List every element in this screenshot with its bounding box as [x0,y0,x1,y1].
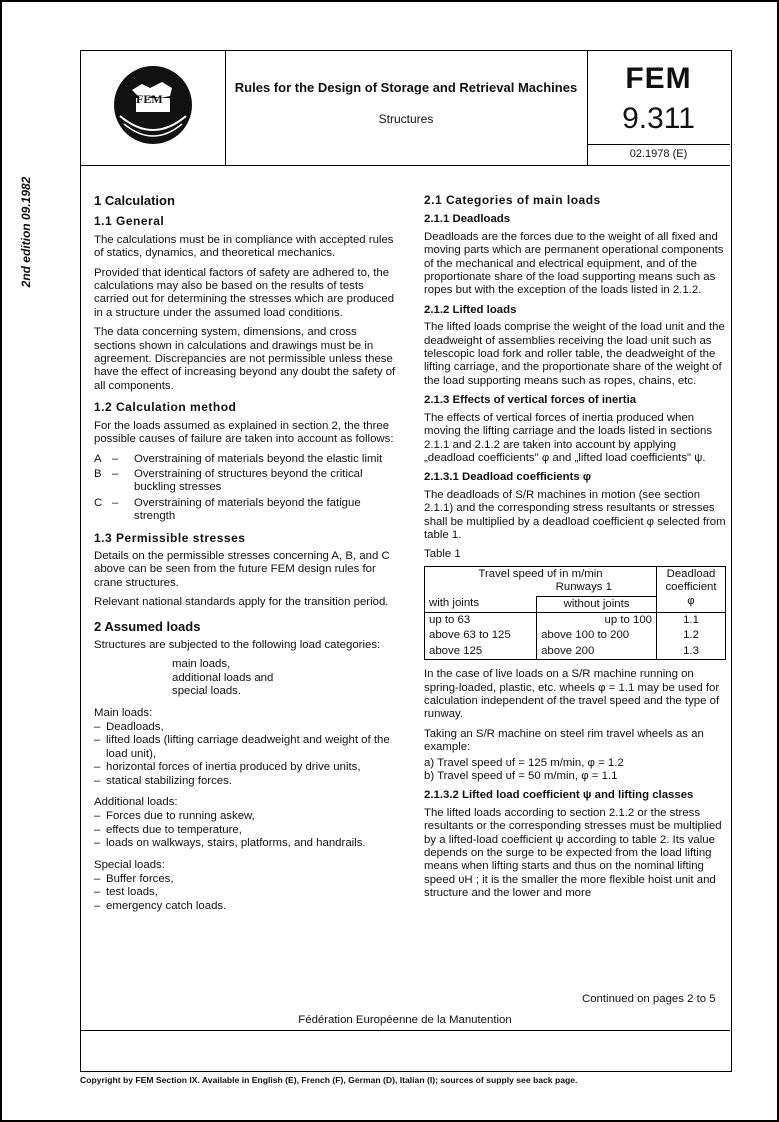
item-text: Overstraining of materials beyond the fatigue strength [134,496,361,523]
paragraph: The deadloads of S/R machines in motion (see section 2.1.1) and the corresponding stress resultants or stresses shall be multiplied by a deadload coefficient φ selected from table 1. [424,488,726,541]
list-item: additional loads and [172,671,274,684]
section-heading: 2.1.2 Lifted loads [424,303,517,316]
additional-loads-list [94,810,398,850]
item-key: B [94,467,102,480]
item-text: Overstraining of structures beyond the critical buckling stresses [134,467,363,494]
document-number: 9.311 [622,102,695,135]
list-item: – lifted loads (lifting carriage deadweight and weight of the load unit), [94,734,398,761]
edition-note-text: 2nd edition 09.1982 [19,176,33,288]
list-item: C – Overstraining of materials beyond the fatigue strength [94,497,398,524]
deadload-table [424,566,726,660]
section-heading: 2.1.1 Deadloads [424,213,511,226]
section-heading: 1 Calculation [94,193,175,208]
document-title: Rules for the Design of Storage and Retrieval Machines [234,80,578,95]
paragraph: The lifted loads comprise the weight of the load unit and the deadweight of assemblies receiving the load unit such as telescopic load fork and roller table, the deadweight of the lifting carriage, and the proportionate share of the weight of the load supporting means such as ropes, chains, etc. [424,321,725,387]
table-row [425,612,726,628]
table-cell: above 125 [425,644,537,660]
edition-note [16,175,38,295]
document-subtitle: Structures [378,112,434,126]
header-number-box [587,50,730,165]
table-cell: above 200 [537,644,657,660]
header [80,50,730,166]
table-header-without-joints: without joints [537,596,657,612]
list-item: special loads. [172,685,242,698]
example-line: b) Travel speed υf = 50 m/min, φ = 1.1 [424,770,618,783]
paragraph: Provided that identical factors of safety are adhered to, the calculations may also be based on the results of tests carried out for determining the stresses which are produced in a structure under the assumed load conditions. [94,266,395,319]
table-caption: Table 1 [424,548,461,561]
copyright-note: Copyright by FEM Section IX. Available in English (E), French (F), German (D), Italian (I); sources of supply see back page. [80,1075,578,1085]
paragraph: For the loads assumed as explained in section 2, the three possible causes of failure are taken into account as follows: [94,419,394,446]
paragraph: The effects of vertical forces of inertia produced when moving the lifting carriage and the loads listed in sections 2.1.1 and 2.1.2 are taken into account by applying „deadload coefficients" φ and „lifted load coefficients" ψ. [424,411,713,464]
left-column [94,190,398,919]
item-text: Overstraining of materials beyond the elastic limit [134,452,383,465]
example-line: a) Travel speed υf = 125 m/min, φ = 1.2 [424,756,624,769]
list-item: – Deadloads, [94,721,398,734]
section-heading: 2.1 Categories of main loads [424,193,601,207]
table-row [425,628,726,643]
footer-divider [80,1030,730,1031]
right-column [424,190,726,907]
section-heading: 1.1 General [94,214,165,229]
list-item: main loads, [172,658,231,671]
table-header-speed: Travel speed υf in m/min [478,567,603,580]
table-header-coefficient: Deadload coefficient φ [657,566,726,612]
list-heading: Main loads: [94,706,153,719]
list-item: B – Overstraining of structures beyond the critical buckling stresses [94,468,398,495]
special-loads-list [94,873,398,913]
list-item: – Buffer forces, [94,873,398,886]
table-cell: above 63 to 125 [425,628,537,643]
paragraph: The data concerning system, dimensions, and cross sections shown in calculations and drawings must be in agreement. Discrepancies are not permissible unless these have the effect of increasing beyond any doubt the safety of all components. [94,326,396,392]
table-cell: 1.3 [657,644,726,660]
list-heading: Additional loads: [94,796,178,809]
list-item: – statical stabilizing forces. [94,775,398,788]
header-divider [587,144,730,145]
list-heading: Special loads: [94,858,165,871]
list-item: – Forces due to running askew, [94,810,398,823]
table-cell: 1.2 [657,628,726,643]
table-row [425,644,726,660]
item-key: C [94,496,103,509]
list-item: A – Overstraining of materials beyond the elastic limit [94,453,398,466]
section-heading: 2.1.3 Effects of vertical forces of inertia [424,394,637,407]
paragraph: The calculations must be in compliance with accepted rules of statics, dynamics, and theoretical mechanics. [94,233,394,260]
load-categories [172,658,398,698]
continued-note: Continued on pages 2 to 5 [582,993,716,1005]
table-cell: 1.1 [657,612,726,628]
paragraph: Details on the permissible stresses concerning A, B, and C above can be seen from the future FEM design rules for crane structures. [94,549,390,589]
federation-name: Fédération Européenne de la Manutention [298,1014,512,1026]
section-heading: 2.1.3.1 Deadload coefficients φ [424,471,592,484]
list-item: – emergency catch loads. [94,900,398,913]
paragraph: The lifted loads according to section 2.1.2 or the stress resultants or the corresponding stresses must be multiplied by a lifted-load coefficient ψ according to table 2. Its value depends on the surge to be expected from the load lifting means when lifting starts and thus on the nominal lifting speed υH ; it is the smaller the more flexible hoist unit and structure and the lower and more [424,806,722,900]
table-cell: up to 63 [425,612,537,628]
table-header-with-joints: with joints [425,596,537,612]
section-heading: 1.3 Permissible stresses [94,530,246,545]
org-code: FEM [625,62,692,95]
fem-logo [80,50,226,165]
table-cell: above 100 to 200 [537,628,657,643]
table-header [425,566,657,596]
main-loads-list [94,721,398,788]
paragraph: Taking an S/R machine on steel rim travel wheels as an example: [424,727,704,754]
item-key: A [94,452,102,465]
header-title-box [225,50,588,165]
table-header-runways: Runways 1 [555,581,612,594]
list-item: – test loads, [94,886,398,899]
section-heading: 2 Assumed loads [94,618,201,634]
list-item: – horizontal forces of inertia produced by drive units, [94,761,398,774]
document-date: 02.1978 (E) [629,148,688,160]
paragraph: Structures are subjected to the following load categories: [94,638,381,651]
paragraph: In the case of live loads on a S/R machine running on spring-loaded, plastic, etc. wheels φ = 1.1 may be used for calculation independent of the travel speed and the type of runway. [424,668,720,721]
section-heading: 2.1.3.2 Lifted load coefficient ψ and lifting classes [424,789,694,802]
paragraph: Relevant national standards apply for the transition period. [94,596,389,609]
paragraph: Deadloads are the forces due to the weight of all fixed and moving parts which are permanent operational components of the mechanical and electrical equipment, and of the proportionate share of the load supporting means such as ropes but with the exception of the loads listed in 2.1.2. [424,230,724,297]
logo-text: FEM [136,92,163,106]
section-heading: 1.2 Calculation method [94,400,237,415]
table-cell: up to 100 [537,612,657,628]
list-item: – loads on walkways, stairs, platforms, and handrails. [94,837,398,850]
list-item: – effects due to temperature, [94,824,398,837]
